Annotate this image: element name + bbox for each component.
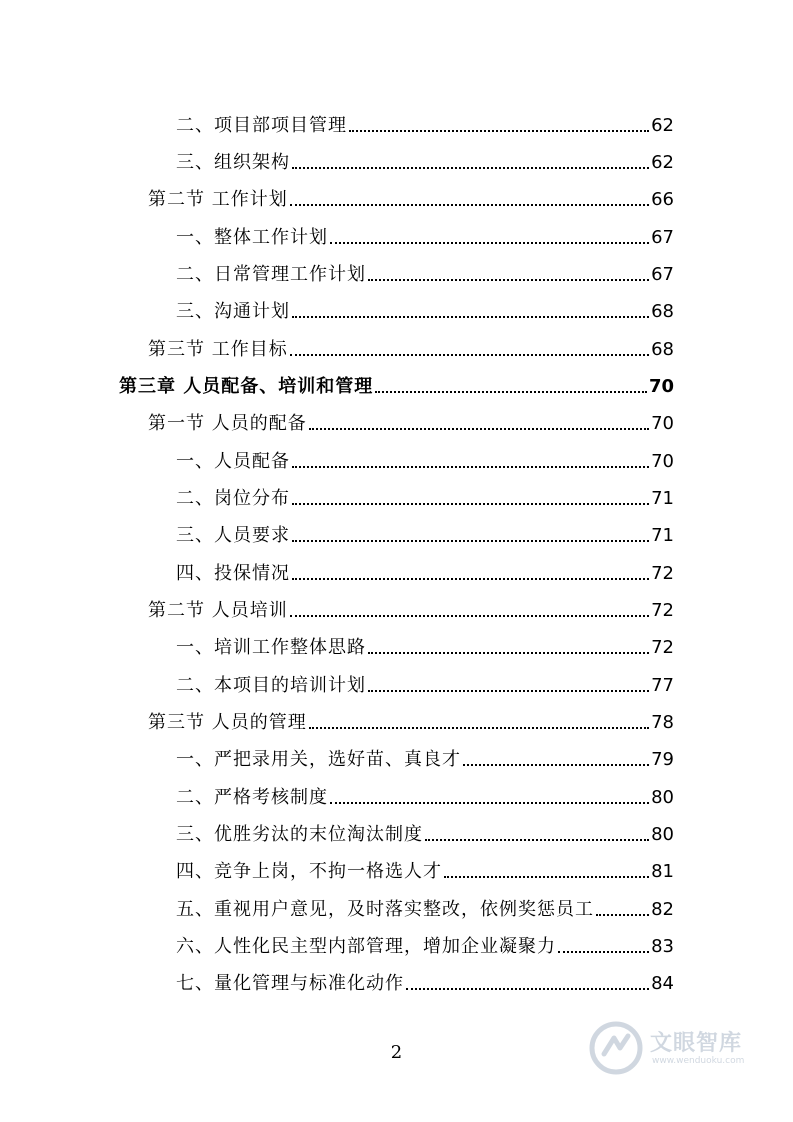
toc-entry-title: 第三节 人员的管理 bbox=[148, 712, 307, 733]
toc-entry-page: 83 bbox=[651, 936, 674, 957]
toc-entry-page: 67 bbox=[651, 227, 674, 248]
toc-dot-leader bbox=[406, 988, 649, 990]
toc-entry-title: 第一节 人员的配备 bbox=[148, 413, 307, 434]
toc-entry[interactable] bbox=[176, 809, 674, 846]
toc-entry-page: 68 bbox=[651, 301, 674, 322]
toc-entry-page: 72 bbox=[651, 563, 674, 584]
watermark bbox=[588, 1018, 758, 1078]
toc-entry[interactable] bbox=[176, 473, 674, 510]
toc-entry-page: 77 bbox=[651, 675, 674, 696]
toc-entry-title: 五、重视用户意见，及时落实整改，依例奖惩员工 bbox=[176, 899, 594, 920]
toc-entry-page: 79 bbox=[651, 749, 674, 770]
brand-logo-icon bbox=[588, 1020, 644, 1076]
toc-entry-title: 第三章 人员配备、培训和管理 bbox=[119, 376, 374, 397]
toc-entry-title: 二、项目部项目管理 bbox=[176, 115, 347, 136]
toc-entry[interactable] bbox=[176, 884, 674, 921]
toc-entry[interactable] bbox=[148, 324, 674, 361]
toc-entry-title: 二、本项目的培训计划 bbox=[176, 675, 366, 696]
toc-entry[interactable] bbox=[176, 212, 674, 249]
toc-entry-page: 62 bbox=[651, 152, 674, 173]
toc-entry[interactable] bbox=[176, 846, 674, 883]
toc-entry-title: 四、投保情况 bbox=[176, 563, 290, 584]
toc-dot-leader bbox=[309, 727, 649, 729]
toc-entry-page: 80 bbox=[651, 824, 674, 845]
toc-dot-leader bbox=[292, 316, 649, 318]
toc-entry-title: 第二节 人员培训 bbox=[148, 600, 288, 621]
toc-dot-leader bbox=[463, 764, 649, 766]
toc-dot-leader bbox=[292, 503, 649, 505]
toc-entry-title: 二、岗位分布 bbox=[176, 488, 290, 509]
toc-dot-leader bbox=[290, 354, 649, 356]
toc-entry-page: 62 bbox=[651, 115, 674, 136]
toc-entry-title: 一、培训工作整体思路 bbox=[176, 637, 366, 658]
toc-entry-page: 78 bbox=[651, 712, 674, 733]
toc-entry[interactable] bbox=[176, 249, 674, 286]
toc-entry-page: 84 bbox=[651, 973, 674, 994]
toc-entry[interactable] bbox=[176, 958, 674, 995]
toc-entry-title: 二、日常管理工作计划 bbox=[176, 264, 366, 285]
toc-dot-leader bbox=[558, 951, 649, 953]
toc-entry-page: 70 bbox=[651, 413, 674, 434]
toc-entry-page: 72 bbox=[651, 637, 674, 658]
toc-entry-page: 81 bbox=[651, 861, 674, 882]
toc-entry[interactable] bbox=[148, 398, 674, 435]
toc-entry-page: 80 bbox=[651, 787, 674, 808]
toc-dot-leader bbox=[596, 914, 649, 916]
watermark-site: www.wenduoku.com bbox=[652, 1056, 745, 1066]
toc-entry-title: 一、严把录用关，选好苗、真良才 bbox=[176, 749, 461, 770]
toc-entry[interactable] bbox=[148, 174, 674, 211]
toc-dot-leader bbox=[444, 876, 649, 878]
toc-entry[interactable] bbox=[176, 622, 674, 659]
toc-dot-leader bbox=[375, 391, 647, 393]
toc-entry-title: 第二节 工作计划 bbox=[148, 189, 288, 210]
toc-entry-page: 67 bbox=[651, 264, 674, 285]
toc-dot-leader bbox=[292, 540, 649, 542]
toc-entry[interactable] bbox=[176, 436, 674, 473]
toc-entry-title: 二、严格考核制度 bbox=[176, 787, 328, 808]
toc-dot-leader bbox=[330, 242, 649, 244]
toc-entry[interactable] bbox=[176, 286, 674, 323]
toc-dot-leader bbox=[290, 204, 649, 206]
toc-entry[interactable] bbox=[176, 548, 674, 585]
toc-dot-leader bbox=[425, 839, 649, 841]
toc-entry[interactable] bbox=[176, 137, 674, 174]
toc-entry-title: 六、人性化民主型内部管理，增加企业凝聚力 bbox=[176, 936, 556, 957]
page-number: 2 bbox=[390, 1042, 403, 1063]
toc-entry-title: 一、人员配备 bbox=[176, 451, 290, 472]
toc-dot-leader bbox=[368, 652, 649, 654]
toc-dot-leader bbox=[292, 578, 649, 580]
toc-dot-leader bbox=[290, 615, 649, 617]
toc-entry[interactable] bbox=[176, 921, 674, 958]
toc-entry-title: 七、量化管理与标准化动作 bbox=[176, 973, 404, 994]
toc-entry-page: 66 bbox=[651, 189, 674, 210]
toc-dot-leader bbox=[330, 802, 649, 804]
toc-entry-title: 三、人员要求 bbox=[176, 525, 290, 546]
toc-entry-page: 72 bbox=[651, 600, 674, 621]
toc-entry[interactable] bbox=[148, 697, 674, 734]
toc-entry-title: 三、组织架构 bbox=[176, 152, 290, 173]
toc-entry[interactable] bbox=[119, 361, 674, 398]
toc-dot-leader bbox=[309, 428, 649, 430]
toc-entry-title: 三、优胜劣汰的末位淘汰制度 bbox=[176, 824, 423, 845]
toc-entry[interactable] bbox=[176, 660, 674, 697]
toc-entry[interactable] bbox=[176, 772, 674, 809]
toc-entry[interactable] bbox=[176, 100, 674, 137]
toc-entry-title: 一、整体工作计划 bbox=[176, 227, 328, 248]
toc-entry-title: 三、沟通计划 bbox=[176, 301, 290, 322]
toc-dot-leader bbox=[349, 130, 649, 132]
toc-entry[interactable] bbox=[176, 510, 674, 547]
toc-entry-title: 四、竞争上岗，不拘一格选人才 bbox=[176, 861, 442, 882]
toc-entry-page: 82 bbox=[651, 899, 674, 920]
toc-dot-leader bbox=[368, 279, 649, 281]
toc-entry-page: 71 bbox=[651, 488, 674, 509]
toc-dot-leader bbox=[368, 690, 649, 692]
watermark-brand: 文眼智库 bbox=[650, 1031, 743, 1056]
toc-entry-page: 68 bbox=[651, 339, 674, 360]
toc-entry[interactable] bbox=[148, 585, 674, 622]
toc-dot-leader bbox=[292, 466, 649, 468]
toc-entry-title: 第三节 工作目标 bbox=[148, 339, 288, 360]
toc-dot-leader bbox=[292, 167, 649, 169]
toc-entry-page: 70 bbox=[648, 376, 674, 397]
toc-entry-page: 70 bbox=[651, 451, 674, 472]
toc-entry[interactable] bbox=[176, 734, 674, 771]
toc-entry-page: 71 bbox=[651, 525, 674, 546]
